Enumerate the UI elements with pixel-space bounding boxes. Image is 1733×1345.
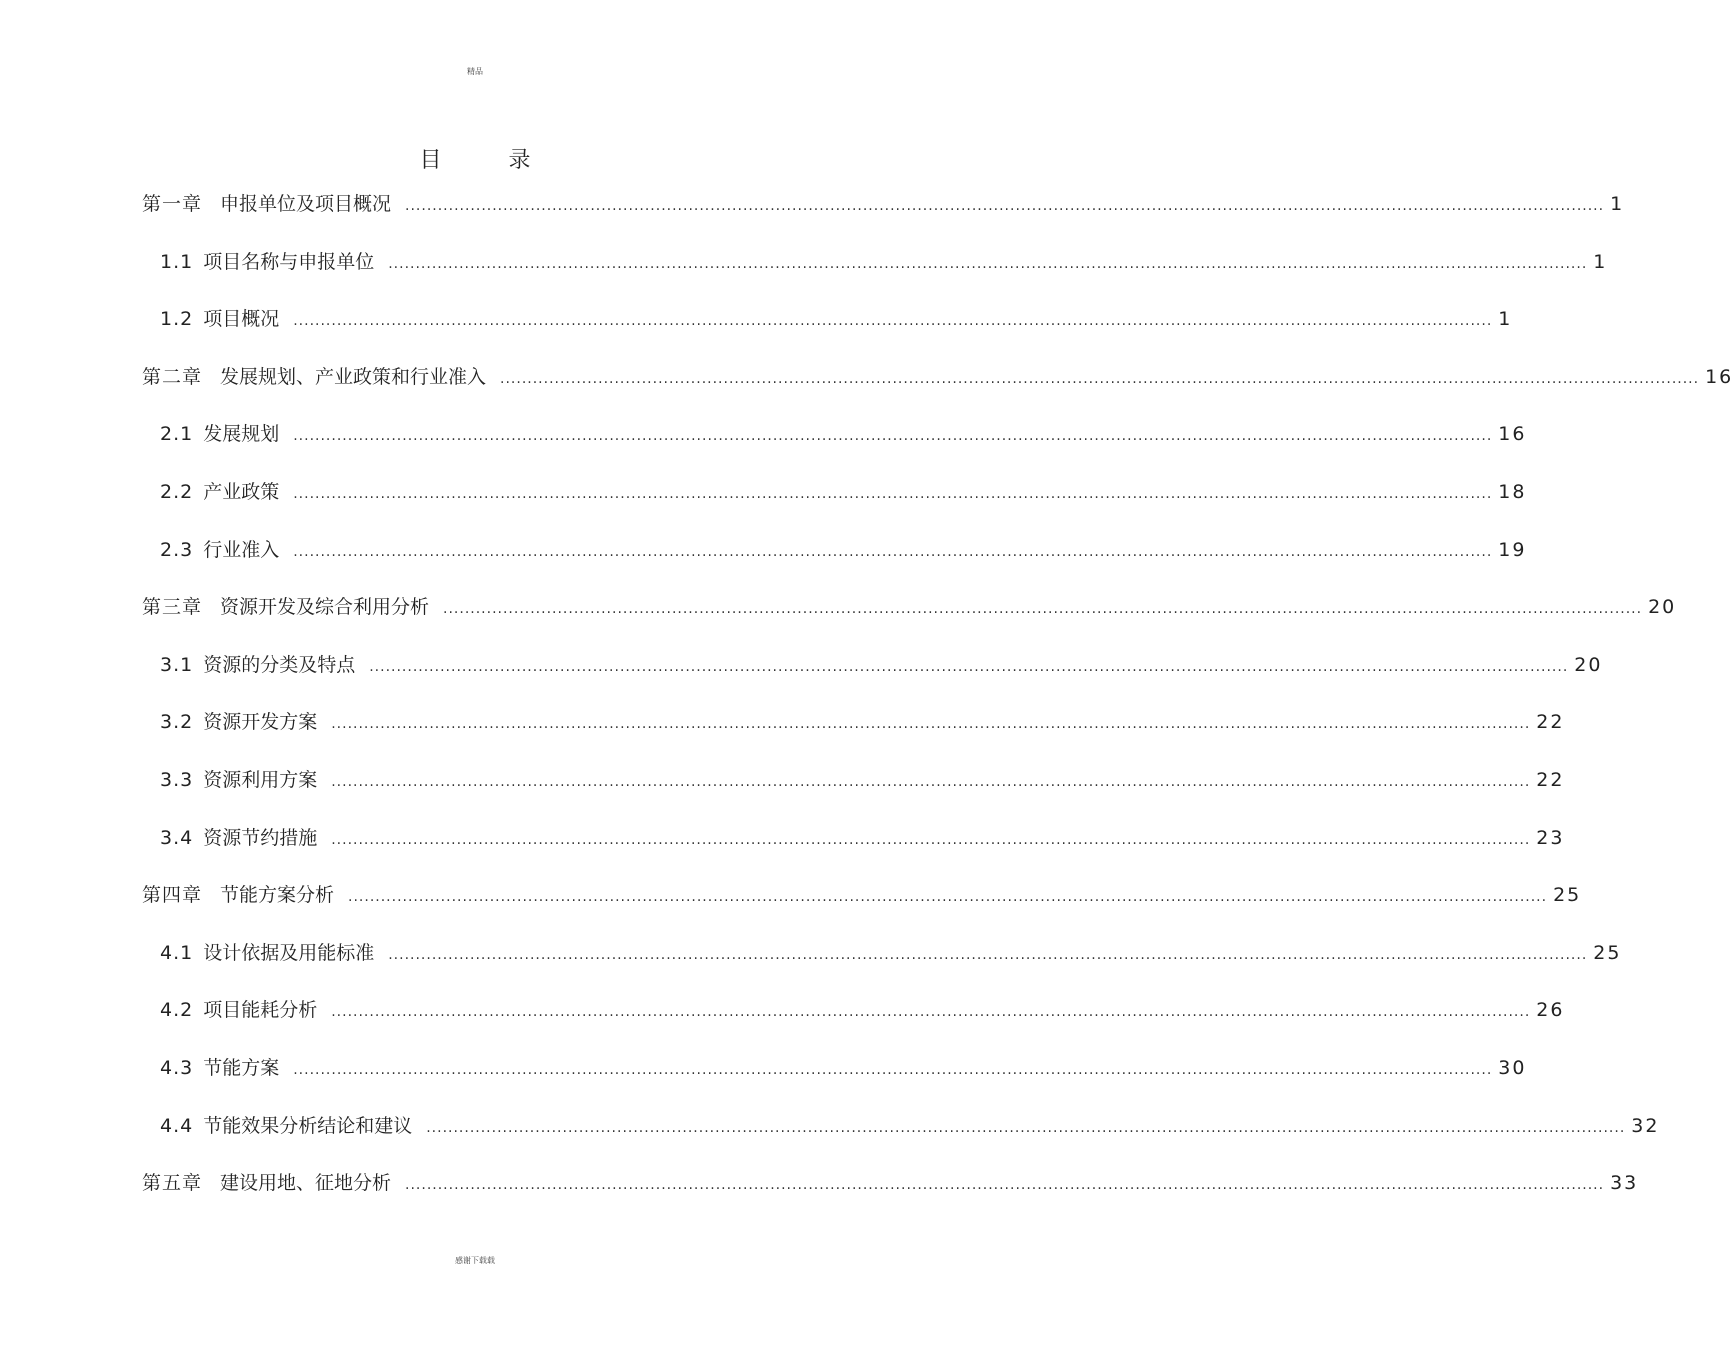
toc-entry-label <box>142 191 391 217</box>
toc-entry-number: 4.4 <box>160 1114 194 1137</box>
toc-section-row[interactable] <box>160 479 1527 505</box>
toc-leader-dots: ............................................................................................................................................................................................................................ <box>388 946 1588 963</box>
toc-page-number: 18 <box>1498 481 1527 503</box>
toc-entry-number: 第四章 <box>142 884 203 907</box>
toc-chapter-row[interactable] <box>142 594 1677 620</box>
toc-entry-label <box>160 997 317 1023</box>
toc-entry-number: 2.1 <box>160 423 194 446</box>
toc-leader-dots: ............................................................................................................................................................................................................................ <box>388 255 1588 272</box>
toc-entry-number: 3.1 <box>160 653 194 676</box>
toc-entry-title: 建设用地、征地分析 <box>220 1172 392 1195</box>
toc-entry-number: 3.3 <box>160 769 194 791</box>
toc-section-row[interactable] <box>160 421 1527 447</box>
toc-page-number: 26 <box>1536 999 1565 1022</box>
toc-section-row[interactable] <box>160 767 1565 793</box>
toc-chapter-row[interactable] <box>142 191 1625 217</box>
toc-page-number: 1 <box>1610 193 1625 215</box>
toc-page-number: 25 <box>1553 884 1582 907</box>
toc-entry-title: 项目概况 <box>203 308 280 331</box>
toc-entry-title: 资源节约措施 <box>203 826 318 849</box>
toc-entry-number: 1.2 <box>160 308 194 331</box>
toc-page-number: 1 <box>1498 308 1513 331</box>
toc-entry-title: 节能方案 <box>203 1057 280 1079</box>
toc-entry-label <box>160 421 279 447</box>
toc-section-row[interactable] <box>160 709 1565 735</box>
toc-entry-label <box>160 1055 279 1081</box>
toc-leader-dots: ............................................................................................................................................................................................................................ <box>500 370 1700 387</box>
toc-entry-label <box>160 1113 412 1139</box>
toc-entry-label <box>160 709 317 735</box>
toc-entry-title: 节能方案分析 <box>220 884 335 907</box>
toc-leader-dots: ............................................................................................................................................................................................................................ <box>405 198 1605 214</box>
toc-leader-dots: ............................................................................................................................................................................................................................ <box>293 313 1493 330</box>
toc-section-row[interactable] <box>160 940 1622 966</box>
toc-title: 目 录 <box>419 148 561 173</box>
toc-entry-number: 1.1 <box>160 250 194 273</box>
toc-entry-title: 项目名称与申报单位 <box>203 250 375 273</box>
toc-entry-number: 4.3 <box>160 1057 194 1079</box>
toc-section-row[interactable] <box>160 652 1603 678</box>
toc-entry-number: 4.1 <box>160 941 194 964</box>
toc-entry-title: 资源的分类及特点 <box>203 653 356 676</box>
footer-watermark: 感谢下载载 <box>455 1256 495 1265</box>
toc-leader-dots: ............................................................................................................................................................................................................................ <box>348 889 1548 906</box>
toc-leader-dots: ............................................................................................................................................................................................................................ <box>331 774 1531 790</box>
toc-leader-dots: ............................................................................................................................................................................................................................ <box>426 1119 1626 1136</box>
toc-leader-dots: ............................................................................................................................................................................................................................ <box>405 1177 1605 1194</box>
toc-entry-label <box>142 882 334 908</box>
toc-entry-label <box>142 364 486 390</box>
toc-page-number: 22 <box>1536 769 1565 791</box>
toc-entry-number: 2.3 <box>160 538 194 561</box>
toc-entry-label <box>160 249 374 275</box>
toc-leader-dots: ............................................................................................................................................................................................................................ <box>293 543 1493 560</box>
toc-entry-label <box>160 940 374 966</box>
toc-entry-title: 申报单位及项目概况 <box>220 193 392 215</box>
toc-page-number: 20 <box>1648 596 1677 619</box>
toc-page-number: 23 <box>1536 826 1565 849</box>
toc-section-row[interactable] <box>160 306 1513 332</box>
toc-entry-title: 行业准入 <box>203 538 280 561</box>
toc-entry-number: 2.2 <box>160 481 194 503</box>
toc-leader-dots: ............................................................................................................................................................................................................................ <box>369 658 1569 675</box>
toc-leader-dots: ............................................................................................................................................................................................................................ <box>293 486 1493 502</box>
toc-chapter-row[interactable] <box>142 1170 1639 1196</box>
toc-leader-dots: ............................................................................................................................................................................................................................ <box>331 1004 1531 1021</box>
toc-entry-number: 3.4 <box>160 826 194 849</box>
toc-leader-dots: ............................................................................................................................................................................................................................ <box>331 716 1531 733</box>
toc-entry-label <box>142 594 429 620</box>
toc-section-row[interactable] <box>160 997 1565 1023</box>
toc-section-row[interactable] <box>160 1113 1660 1139</box>
toc-section-row[interactable] <box>160 537 1527 563</box>
toc-entry-title: 项目能耗分析 <box>203 999 318 1022</box>
toc-entry-label <box>160 479 279 505</box>
toc-chapter-row[interactable] <box>142 882 1582 908</box>
toc-section-row[interactable] <box>160 249 1608 275</box>
toc-entry-number: 第三章 <box>142 596 203 619</box>
toc-page-number: 16 <box>1498 423 1527 446</box>
toc-entry-title: 资源开发及综合利用分析 <box>220 596 430 619</box>
toc-entry-title: 节能效果分析结论和建议 <box>203 1114 413 1137</box>
toc-page-number: 19 <box>1498 538 1527 561</box>
toc-leader-dots: ............................................................................................................................................................................................................................ <box>331 831 1531 848</box>
toc-page-number: 33 <box>1610 1172 1639 1195</box>
toc-entry-title: 发展规划 <box>203 423 280 446</box>
toc-entry-title: 发展规划、产业政策和行业准入 <box>220 365 487 388</box>
toc-page-number: 16 <box>1705 365 1733 388</box>
toc-entry-label <box>160 537 279 563</box>
toc-page-number: 22 <box>1536 711 1565 734</box>
toc-entry-label <box>160 767 317 793</box>
toc-entry-label <box>160 825 317 851</box>
toc-chapter-row[interactable] <box>142 364 1733 390</box>
toc-entry-number: 3.2 <box>160 711 194 734</box>
toc-entry-label <box>160 652 355 678</box>
toc-leader-dots: ............................................................................................................................................................................................................................ <box>293 428 1493 445</box>
toc-entry-title: 资源利用方案 <box>203 769 318 791</box>
toc-section-row[interactable] <box>160 825 1565 851</box>
toc-page-number: 32 <box>1631 1114 1660 1137</box>
toc-entry-title: 资源开发方案 <box>203 711 318 734</box>
toc-page-number: 30 <box>1498 1057 1527 1079</box>
toc-entry-title: 产业政策 <box>203 481 280 503</box>
toc-entry-title: 设计依据及用能标准 <box>203 941 375 964</box>
toc-entry-number: 第一章 <box>142 193 203 215</box>
toc-entry-number: 第五章 <box>142 1172 203 1195</box>
toc-entry-number: 4.2 <box>160 999 194 1022</box>
toc-section-row[interactable] <box>160 1055 1527 1081</box>
header-watermark: 精品 <box>467 67 483 76</box>
toc-entry-number: 第二章 <box>142 365 203 388</box>
toc-entry-label <box>160 306 279 332</box>
toc-page-number: 25 <box>1593 941 1622 964</box>
toc-leader-dots: ............................................................................................................................................................................................................................ <box>293 1062 1493 1078</box>
toc-page-number: 1 <box>1593 250 1608 273</box>
toc-page-number: 20 <box>1574 653 1603 676</box>
toc-leader-dots: ............................................................................................................................................................................................................................ <box>443 601 1643 618</box>
toc-entry-label <box>142 1170 391 1196</box>
